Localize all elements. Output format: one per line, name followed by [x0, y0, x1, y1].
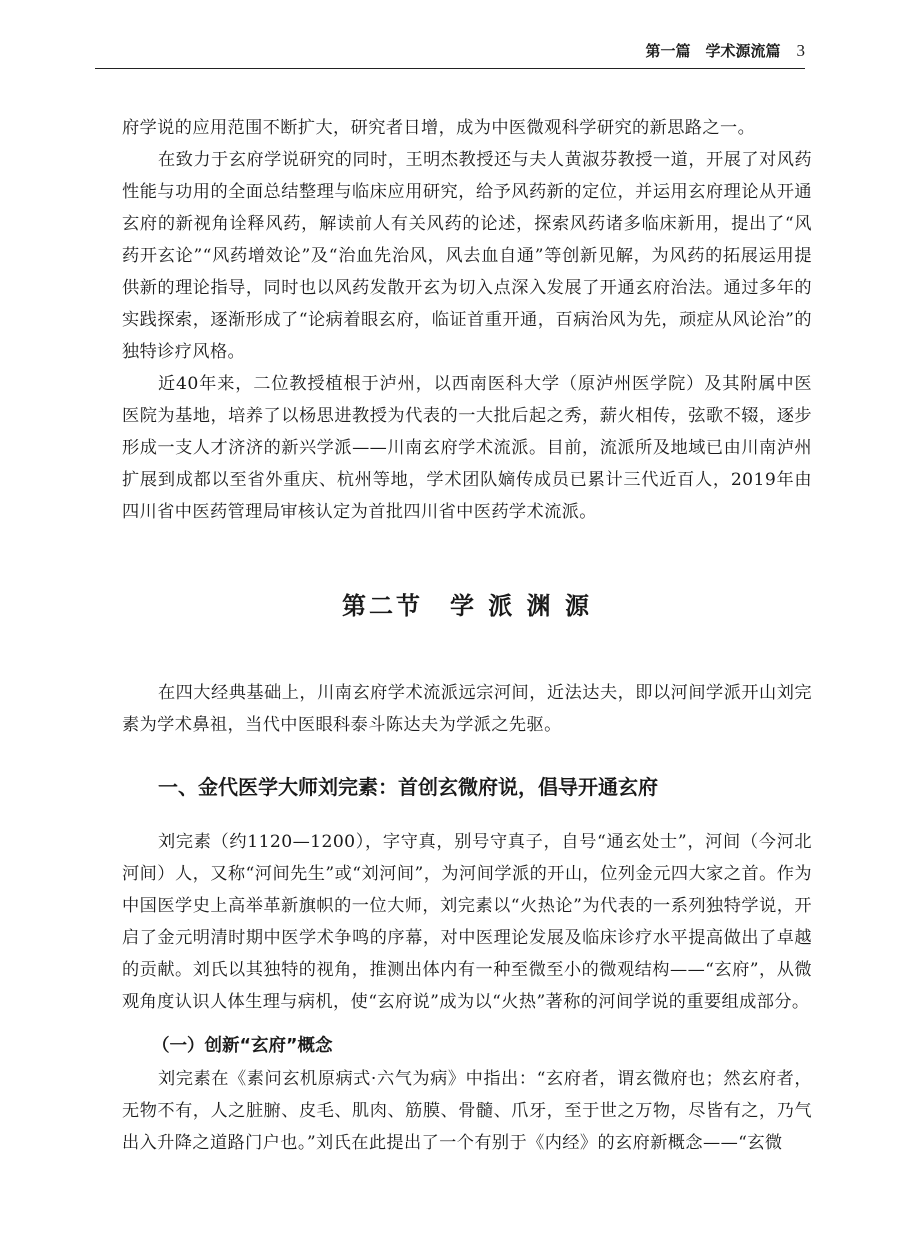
subheading-xuanfu-concept: （一）创新“玄府”概念 [152, 1036, 333, 1056]
header-section-title: 第一篇 学术源流篇 [645, 42, 781, 60]
page-body [122, 112, 812, 1159]
paragraph-forty-years: 近40年来，二位教授植根于泸州，以西南医科大学（原泸州医学院）及其附属中医医院为基地，培养了以杨思进教授为代表的一大批后起之秀，薪火相传，弦歌不辍，逐步形成一支人才济济的新兴学派——川南玄府学术流派。目前，流派所及地域已由川南泸州扩展到成都以至省外重庆、杭州等地，学术团队嫡传成员已累计三代近百人，2019年由四川省中医药管理局审核认定为首批四川省中医药学术流派。 [122, 374, 812, 522]
section-intro: 在四大经典基础上，川南玄府学术流派远宗河间，近法达夫，即以河间学派开山刘完素为学术鼻祖，当代中医眼科泰斗陈达夫为学派之先驱。 [122, 683, 812, 735]
page-number: 3 [796, 41, 805, 60]
paragraph-suwen-quote: 刘完素在《素问玄机原病式·六气为病》中指出：“玄府者，谓玄微府也；然玄府者，无物不有，人之脏腑、皮毛、肌肉、筋膜、骨髓、爪牙，至于世之万物，尽皆有之，乃气出入升降之道路门户也。”刘氏在此提出了一个有别于《内经》的玄府新概念——“玄微 [122, 1069, 812, 1153]
section-title: 第二节 学 派 渊 源 [341, 592, 593, 620]
paragraph-wang-mingjie: 在致力于玄府学说研究的同时，王明杰教授还与夫人黄淑芬教授一道，开展了对风药性能与功用的全面总结整理与临床应用研究，给予风药新的定位，并运用玄府理论从开通玄府的新视角诠释风药，解读前人有关风药的论述，探索风药诸多临床新用，提出了“风药开玄论”“风药增效论”及“治血先治风，风去血自通”等创新见解，为风药的拓展运用提供新的理论指导，同时也以风药发散开玄为切入点深入发展了开通玄府治法。通过多年的实践探索，逐渐形成了“论病着眼玄府，临证首重开通，百病治风为先，顽症从风论治”的独特诊疗风格。 [122, 150, 812, 362]
running-header [95, 40, 805, 69]
heading-liu-wansu: 一、金代医学大师刘完素：首创玄微府说，倡导开通玄府 [158, 775, 658, 799]
paragraph-continued: 府学说的应用范围不断扩大，研究者日增，成为中医微观科学研究的新思路之一。 [122, 118, 756, 138]
paragraph-liu-wansu: 刘完素（约1120—1200），字守真，别号守真子，自号“通玄处士”，河间（今河北河间）人，又称“河间先生”或“刘河间”，为河间学派的开山，位列金元四大家之首。作为中国医学史上高举革新旗帜的一位大师，刘完素以“火热论”为代表的一系列独特学说，开启了金元明清时期中医学术争鸣的序幕，对中医理论发展及临床诊疗水平提高做出了卓越的贡献。刘氏以其独特的视角，推测出体内有一种至微至小的微观结构——“玄府”，从微观角度认识人体生理与病机，使“玄府说”成为以“火热”著称的河间学说的重要组成部分。 [122, 832, 812, 1012]
